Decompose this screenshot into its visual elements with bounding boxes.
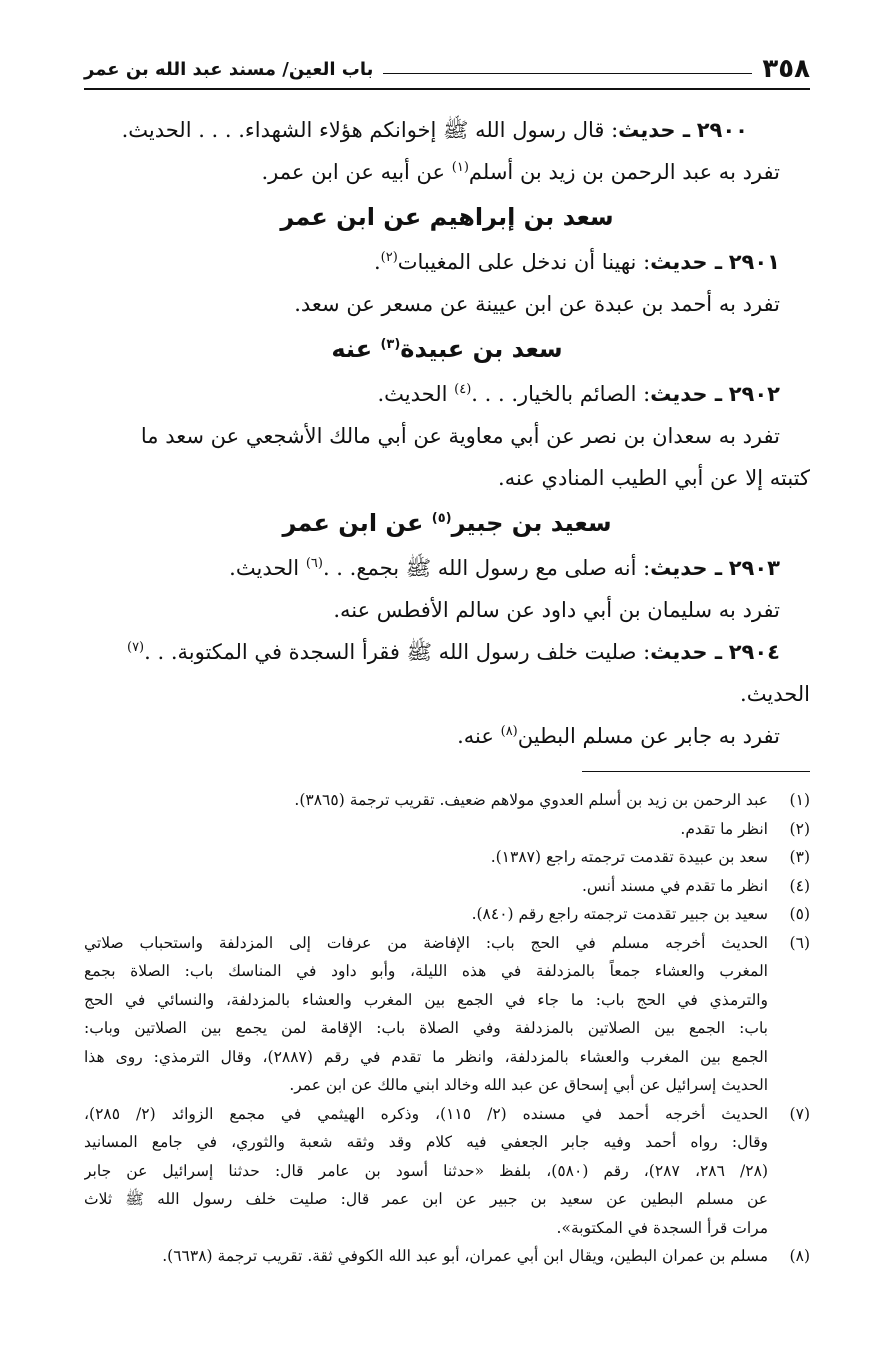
footnote-ref: (٣) <box>380 337 401 352</box>
note-2900 <box>84 152 810 194</box>
heading-text: سعد بن عبيدة <box>400 335 563 363</box>
hadith-2903 <box>84 548 810 590</box>
hadith-text: : أنه صلى مع رسول الله ﷺ بجمع. . . <box>322 556 651 580</box>
footnote-line: الحديث أخرجه مسلم في الحج باب: الإفاضة من عرفات إلى المزدلفة واستحباب صلاتي <box>84 933 768 952</box>
footnote-line: مرات قرأ السجدة في المكتوبة». <box>556 1218 768 1237</box>
footnote-line: مسلم بن عمران البطين، ويقال ابن أبي عمران، أبو عبد الله الكوفي ثقة. تقريب ترجمة (٦٦٣٨). <box>162 1247 768 1265</box>
note-text: عن أبيه عن ابن عمر. <box>261 160 452 184</box>
footnote-line: سعد بن عبيدة تقدمت ترجمته راجع (١٣٨٧). <box>490 848 768 866</box>
header-divider <box>84 88 810 90</box>
hadith-number: ٢٩٠٢ <box>728 382 780 406</box>
hadith-text: : الصائم بالخيار. . . . <box>471 382 651 406</box>
footnote <box>84 872 810 901</box>
page-header <box>84 46 810 84</box>
footnote <box>84 1242 810 1271</box>
hadith-label: ـ حديث <box>650 640 723 664</box>
footnote-number: (٢) <box>789 819 810 838</box>
hadith-number: ٢٩٠٠ <box>696 118 748 142</box>
hadith-2900 <box>84 110 810 152</box>
heading-text: عنه <box>331 335 381 363</box>
page-number: ٣٥٨ <box>762 54 810 84</box>
hadith-2904 <box>84 632 810 674</box>
footnote <box>84 900 810 929</box>
footnote-number: (٧) <box>789 1104 810 1123</box>
section-heading-1: سعد بن إبراهيم عن ابن عمر <box>280 203 614 231</box>
note-2902-line1: تفرد به سعدان بن نصر عن أبي معاوية عن أبي مالك الأشجعي عن سعد ما <box>140 424 780 448</box>
footnote-line: انظر ما تقدم. <box>680 819 768 838</box>
footnote-line: المغرب والعشاء جمعاً بالمزدلفة في هذه الليلة، وأبو داود في المناسك باب: الصلاة بجمع <box>84 962 768 980</box>
footnote-number: (٨) <box>789 1247 810 1265</box>
footnote-number: (٣) <box>789 848 810 866</box>
hadith-text: : صليت خلف رسول الله ﷺ فقرأ السجدة في المكتوبة. . . <box>144 640 651 664</box>
hadith-2901 <box>84 242 810 284</box>
footnote-ref: (٧) <box>126 640 145 655</box>
footnote-separator <box>582 771 810 772</box>
footnote <box>84 815 810 844</box>
hadith-text-end: الحديث. <box>229 556 306 580</box>
footnote-line: الحديث إسرائيل عن أبي إسحاق عن عبد الله وخالد ابني مالك عن ابن عمر. <box>289 1076 768 1094</box>
hadith-label: ـ حديث <box>650 382 723 406</box>
footnote-line: وقال: رواه أحمد وفيه جابر الجعفي فيه كلام وقد وثقه شعبة والثوري، في جامع المسانيد <box>84 1133 768 1151</box>
footnote-line: عبد الرحمن بن زيد بن أسلم العدوي مولاهم ضعيف. تقريب ترجمة (٣٨٦٥). <box>294 791 768 809</box>
note-2903: تفرد به سليمان بن أبي داود عن سالم الأفطس عنه. <box>333 598 780 622</box>
hadith-text: : نهينا أن ندخل على المغيبات <box>397 250 651 274</box>
footnote-ref: (٨) <box>500 724 518 739</box>
footnote-number: (٥) <box>789 905 810 923</box>
hadith-number: ٢٩٠٤ <box>728 640 780 664</box>
hadith-number: ٢٩٠١ <box>728 250 780 274</box>
hadith-2902 <box>84 374 810 416</box>
footnotes <box>84 786 810 1271</box>
main-text <box>84 110 810 758</box>
header-rule <box>383 73 752 74</box>
note-2901: تفرد به أحمد بن عبدة عن ابن عيينة عن مسعر عن سعد. <box>294 292 780 316</box>
footnote <box>84 786 810 815</box>
hadith-text-end: الحديث. <box>377 382 455 406</box>
footnote-line: الجمع بين المغرب والعشاء بالمزدلفة، وانظر ما تقدم في رقم (٢٨٨٧)، وقال الترمذي: روى هذا <box>84 1047 768 1066</box>
footnote <box>84 1100 810 1243</box>
footnote-line: الحديث أخرجه أحمد في مسنده (٢/ ١١٥)، وذكره الهيثمي في مجمع الزوائد (٢/ ٢٨٥)، <box>84 1104 768 1123</box>
footnote-number: (٦) <box>789 933 810 952</box>
note-text: تفرد به عبد الرحمن بن زيد بن أسلم <box>468 160 780 184</box>
footnote-ref: (٦) <box>305 556 323 571</box>
section-heading-2 <box>84 326 810 374</box>
note-text: عنه. <box>457 724 501 748</box>
footnote-ref: (١) <box>451 160 469 175</box>
hadith-number: ٢٩٠٣ <box>728 556 780 580</box>
hadith-2904-cont: الحديث. <box>740 682 810 706</box>
footnote <box>84 929 810 1100</box>
hadith-label: ـ حديث <box>618 118 691 142</box>
footnote-line: (٢٨/ ٢٨٦، ٢٨٧)، رقم (٥٨٠)، بلفظ «حدثنا أسود بن عامر قال: حدثنا إسرائيل عن جابر <box>84 1161 768 1180</box>
hadith-label: ـ حديث <box>650 250 723 274</box>
note-2902-line2: كتبته إلا عن أبي الطيب المنادي عنه. <box>498 466 810 490</box>
footnote-ref: (٤) <box>454 382 472 397</box>
footnote-line: عن مسلم البطين عن سعيد بن جبير عن ابن عمر قال: صليت خلف رسول الله ﷺ ثلاث <box>84 1190 768 1208</box>
footnote-ref: (٢) <box>380 250 398 265</box>
footnote-line: انظر ما تقدم في مسند أنس. <box>581 876 768 895</box>
hadith-text-end: . <box>373 250 381 274</box>
hadith-text: : قال رسول الله ﷺ إخوانكم هؤلاء الشهداء. . . . الحديث. <box>121 118 619 142</box>
note-2904 <box>84 716 810 758</box>
footnote-number: (١) <box>789 791 810 809</box>
hadith-label: ـ حديث <box>650 556 723 580</box>
note-text: تفرد به جابر عن مسلم البطين <box>517 724 780 748</box>
footnote-line: والترمذي في الحج باب: ما جاء في الجمع بين المغرب والعشاء بالمزدلفة، والنسائي في الحج <box>84 990 768 1009</box>
footnote-ref: (٥) <box>431 511 452 526</box>
heading-text: عن ابن عمر <box>282 509 432 537</box>
footnote-line: باب: الجمع بين الصلاتين بالمزدلفة وفي الصلاة باب: الإقامة لمن يجمع بين الصلاتين وباب: <box>84 1019 768 1037</box>
running-title: باب العين/ مسند عبد الله بن عمر <box>84 59 374 80</box>
footnote-line: سعيد بن جبير تقدمت ترجمته راجع رقم (٨٤٠). <box>471 905 768 923</box>
heading-text: سعيد بن جبير <box>451 509 612 537</box>
footnote-number: (٤) <box>789 876 810 895</box>
footnote <box>84 843 810 872</box>
section-heading-3 <box>84 500 810 548</box>
